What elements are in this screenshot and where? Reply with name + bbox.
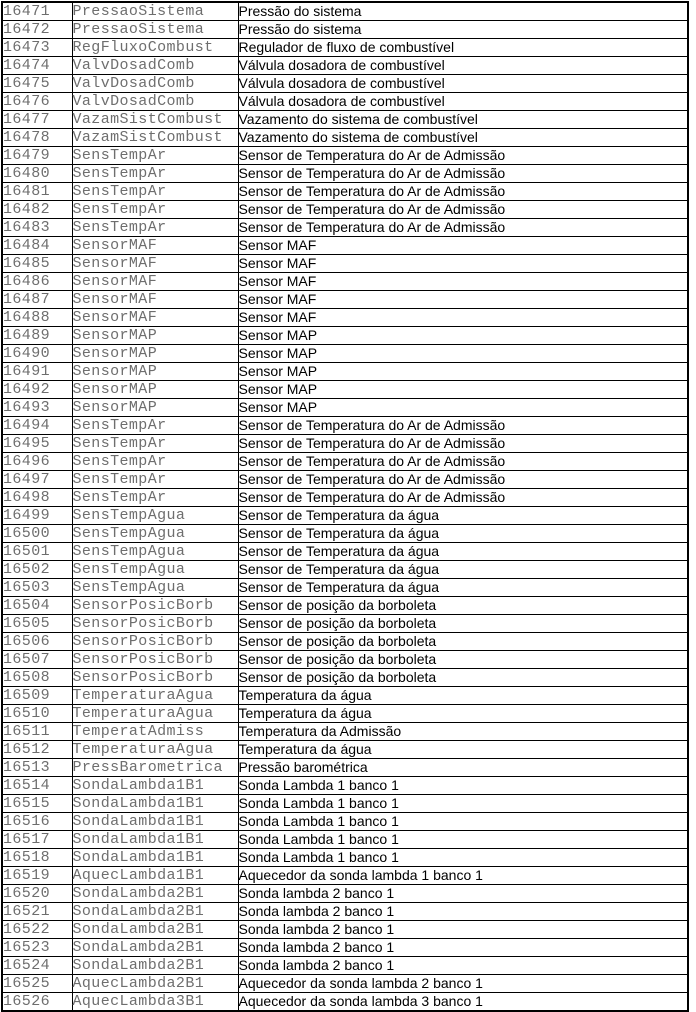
table-row (2, 237, 688, 255)
dtc-description: Sensor de Temperatura do Ar de Admissão (238, 165, 688, 183)
dtc-id: 16524 (2, 957, 72, 975)
dtc-id: 16493 (2, 399, 72, 417)
dtc-id: 16515 (2, 795, 72, 813)
dtc-description: Sensor de posição da borboleta (238, 597, 688, 615)
dtc-id: 16511 (2, 723, 72, 741)
dtc-id: 16512 (2, 741, 72, 759)
dtc-code: SondaLambda1B1 (72, 813, 238, 831)
dtc-description: Sensor MAP (238, 363, 688, 381)
table-row (2, 633, 688, 651)
dtc-description: Sonda lambda 2 banco 1 (238, 957, 688, 975)
dtc-id: 16504 (2, 597, 72, 615)
dtc-id: 16525 (2, 975, 72, 993)
table-row (2, 903, 688, 921)
table-row (2, 255, 688, 273)
table-row (2, 543, 688, 561)
dtc-description: Sensor MAF (238, 273, 688, 291)
dtc-id: 16501 (2, 543, 72, 561)
dtc-id: 16483 (2, 219, 72, 237)
dtc-code: SensTempAr (72, 453, 238, 471)
table-row (2, 831, 688, 849)
table-row (2, 561, 688, 579)
dtc-id: 16475 (2, 75, 72, 93)
dtc-description: Válvula dosadora de combustível (238, 93, 688, 111)
dtc-description: Temperatura da Admissão (238, 723, 688, 741)
dtc-id: 16474 (2, 57, 72, 75)
dtc-description: Pressão do sistema (238, 21, 688, 39)
dtc-description: Aquecedor da sonda lambda 1 banco 1 (238, 867, 688, 885)
dtc-code: AquecLambda2B1 (72, 975, 238, 993)
table-row (2, 921, 688, 939)
table-row (2, 129, 688, 147)
dtc-code: SensTempAr (72, 489, 238, 507)
dtc-id: 16492 (2, 381, 72, 399)
dtc-description: Sensor de posição da borboleta (238, 615, 688, 633)
dtc-id: 16521 (2, 903, 72, 921)
table-row (2, 939, 688, 957)
dtc-description: Sensor de Temperatura da água (238, 507, 688, 525)
dtc-code: SensorMAP (72, 399, 238, 417)
dtc-code: SensTempAr (72, 435, 238, 453)
dtc-description: Sonda lambda 2 banco 1 (238, 903, 688, 921)
table-row (2, 471, 688, 489)
dtc-id: 16496 (2, 453, 72, 471)
dtc-id: 16518 (2, 849, 72, 867)
dtc-description: Vazamento do sistema de combustível (238, 129, 688, 147)
dtc-description: Sensor de Temperatura da água (238, 525, 688, 543)
table-row (2, 975, 688, 993)
dtc-description: Sonda lambda 2 banco 1 (238, 921, 688, 939)
table-row (2, 21, 688, 39)
dtc-id: 16488 (2, 309, 72, 327)
dtc-code: SondaLambda2B1 (72, 957, 238, 975)
dtc-description: Regulador de fluxo de combustível (238, 39, 688, 57)
dtc-code: SensorPosicBorb (72, 597, 238, 615)
dtc-table (1, 1, 689, 1012)
dtc-id: 16523 (2, 939, 72, 957)
dtc-description: Sensor de Temperatura da água (238, 579, 688, 597)
table-row (2, 741, 688, 759)
table-row (2, 597, 688, 615)
dtc-description: Sensor de Temperatura do Ar de Admissão (238, 417, 688, 435)
dtc-code: SensTempAgua (72, 507, 238, 525)
dtc-code: AquecLambda1B1 (72, 867, 238, 885)
dtc-code: SondaLambda2B1 (72, 885, 238, 903)
dtc-id: 16473 (2, 39, 72, 57)
table-row (2, 201, 688, 219)
table-row (2, 345, 688, 363)
dtc-description: Sensor de Temperatura do Ar de Admissão (238, 147, 688, 165)
dtc-id: 16502 (2, 561, 72, 579)
dtc-id: 16484 (2, 237, 72, 255)
dtc-code: SensorMAF (72, 309, 238, 327)
dtc-description: Sensor MAP (238, 381, 688, 399)
table-row (2, 183, 688, 201)
dtc-description: Temperatura da água (238, 687, 688, 705)
dtc-id: 16487 (2, 291, 72, 309)
dtc-id: 16509 (2, 687, 72, 705)
dtc-code: SondaLambda2B1 (72, 903, 238, 921)
table-row (2, 57, 688, 75)
dtc-code: ValvDosadComb (72, 57, 238, 75)
dtc-id: 16481 (2, 183, 72, 201)
dtc-description: Sonda lambda 2 banco 1 (238, 939, 688, 957)
table-row (2, 453, 688, 471)
table-row (2, 363, 688, 381)
dtc-code: SensorMAF (72, 255, 238, 273)
dtc-id: 16482 (2, 201, 72, 219)
dtc-table-body (2, 2, 688, 1011)
dtc-code: SensTempAr (72, 219, 238, 237)
dtc-id: 16500 (2, 525, 72, 543)
dtc-code: TemperaturaAgua (72, 687, 238, 705)
dtc-code: SondaLambda1B1 (72, 831, 238, 849)
table-row (2, 291, 688, 309)
dtc-description: Sensor de Temperatura do Ar de Admissão (238, 435, 688, 453)
dtc-code: SensTempAr (72, 201, 238, 219)
dtc-id: 16519 (2, 867, 72, 885)
dtc-code: PressaoSistema (72, 2, 238, 21)
dtc-id: 16499 (2, 507, 72, 525)
dtc-code: TemperaturaAgua (72, 741, 238, 759)
dtc-code: PressBarometrica (72, 759, 238, 777)
dtc-id: 16489 (2, 327, 72, 345)
dtc-code: SondaLambda2B1 (72, 921, 238, 939)
dtc-code: TemperaturaAgua (72, 705, 238, 723)
table-row (2, 309, 688, 327)
dtc-id: 16514 (2, 777, 72, 795)
dtc-id: 16479 (2, 147, 72, 165)
dtc-id: 16494 (2, 417, 72, 435)
dtc-description: Sonda Lambda 1 banco 1 (238, 795, 688, 813)
dtc-code: SensTempAr (72, 147, 238, 165)
dtc-description: Sensor de Temperatura da água (238, 561, 688, 579)
dtc-description: Sensor de Temperatura do Ar de Admissão (238, 453, 688, 471)
table-row (2, 957, 688, 975)
dtc-description: Sensor MAF (238, 309, 688, 327)
dtc-code: SondaLambda2B1 (72, 939, 238, 957)
dtc-description: Sensor de Temperatura do Ar de Admissão (238, 489, 688, 507)
dtc-id: 16510 (2, 705, 72, 723)
table-row (2, 147, 688, 165)
dtc-code: SensorMAP (72, 381, 238, 399)
dtc-id: 16497 (2, 471, 72, 489)
dtc-code: SensorPosicBorb (72, 615, 238, 633)
table-row (2, 381, 688, 399)
dtc-id: 16513 (2, 759, 72, 777)
dtc-code: SensorMAF (72, 237, 238, 255)
dtc-description: Sensor de Temperatura do Ar de Admissão (238, 471, 688, 489)
dtc-code-list-page (0, 1, 696, 1010)
dtc-description: Temperatura da água (238, 705, 688, 723)
dtc-id: 16495 (2, 435, 72, 453)
dtc-description: Sensor MAP (238, 399, 688, 417)
table-row (2, 705, 688, 723)
dtc-description: Válvula dosadora de combustível (238, 57, 688, 75)
dtc-id: 16505 (2, 615, 72, 633)
dtc-description: Sensor de Temperatura do Ar de Admissão (238, 201, 688, 219)
dtc-description: Sensor MAF (238, 237, 688, 255)
dtc-id: 16498 (2, 489, 72, 507)
table-row (2, 813, 688, 831)
dtc-id: 16522 (2, 921, 72, 939)
table-row (2, 615, 688, 633)
dtc-description: Sonda Lambda 1 banco 1 (238, 777, 688, 795)
dtc-description: Aquecedor da sonda lambda 2 banco 1 (238, 975, 688, 993)
dtc-code: SensTempAgua (72, 525, 238, 543)
dtc-code: SensorMAP (72, 345, 238, 363)
table-row (2, 75, 688, 93)
dtc-id: 16516 (2, 813, 72, 831)
dtc-description: Sonda Lambda 1 banco 1 (238, 813, 688, 831)
dtc-description: Sensor de Temperatura do Ar de Admissão (238, 219, 688, 237)
dtc-description: Temperatura da água (238, 741, 688, 759)
dtc-code: SensorPosicBorb (72, 651, 238, 669)
table-row (2, 165, 688, 183)
dtc-description: Sensor MAF (238, 291, 688, 309)
table-row (2, 885, 688, 903)
table-row (2, 687, 688, 705)
dtc-code: SensTempAgua (72, 543, 238, 561)
dtc-code: SondaLambda1B1 (72, 777, 238, 795)
dtc-id: 16480 (2, 165, 72, 183)
dtc-code: SensorMAF (72, 273, 238, 291)
dtc-code: VazamSistCombust (72, 111, 238, 129)
dtc-code: SensTempAr (72, 471, 238, 489)
table-row (2, 507, 688, 525)
dtc-description: Válvula dosadora de combustível (238, 75, 688, 93)
table-row (2, 759, 688, 777)
dtc-description: Sensor de posição da borboleta (238, 633, 688, 651)
dtc-description: Pressão barométrica (238, 759, 688, 777)
table-row (2, 651, 688, 669)
dtc-description: Sensor de Temperatura da água (238, 543, 688, 561)
table-row (2, 867, 688, 885)
dtc-description: Sonda Lambda 1 banco 1 (238, 831, 688, 849)
dtc-id: 16508 (2, 669, 72, 687)
table-row (2, 777, 688, 795)
dtc-description: Sonda lambda 2 banco 1 (238, 885, 688, 903)
dtc-code: PressaoSistema (72, 21, 238, 39)
dtc-code: RegFluxoCombust (72, 39, 238, 57)
dtc-code: SensorPosicBorb (72, 633, 238, 651)
table-row (2, 525, 688, 543)
dtc-description: Pressão do sistema (238, 2, 688, 21)
dtc-code: AquecLambda3B1 (72, 993, 238, 1012)
table-row (2, 273, 688, 291)
dtc-description: Sonda Lambda 1 banco 1 (238, 849, 688, 867)
table-row (2, 111, 688, 129)
table-row (2, 2, 688, 21)
dtc-id: 16477 (2, 111, 72, 129)
dtc-code: SensTempAr (72, 183, 238, 201)
dtc-code: SensTempAgua (72, 561, 238, 579)
dtc-id: 16478 (2, 129, 72, 147)
table-row (2, 849, 688, 867)
table-row (2, 669, 688, 687)
dtc-id: 16506 (2, 633, 72, 651)
table-row (2, 723, 688, 741)
table-row (2, 93, 688, 111)
dtc-code: SensorMAP (72, 363, 238, 381)
dtc-id: 16472 (2, 21, 72, 39)
dtc-code: VazamSistCombust (72, 129, 238, 147)
dtc-description: Sensor de posição da borboleta (238, 651, 688, 669)
dtc-id: 16485 (2, 255, 72, 273)
table-row (2, 579, 688, 597)
dtc-description: Sensor MAF (238, 255, 688, 273)
table-row (2, 993, 688, 1012)
dtc-code: SondaLambda1B1 (72, 795, 238, 813)
dtc-code: SensorPosicBorb (72, 669, 238, 687)
table-row (2, 327, 688, 345)
dtc-id: 16471 (2, 2, 72, 21)
dtc-id: 16520 (2, 885, 72, 903)
dtc-description: Sensor de Temperatura do Ar de Admissão (238, 183, 688, 201)
dtc-id: 16476 (2, 93, 72, 111)
table-row (2, 219, 688, 237)
dtc-description: Sensor de posição da borboleta (238, 669, 688, 687)
dtc-description: Vazamento do sistema de combustível (238, 111, 688, 129)
dtc-id: 16526 (2, 993, 72, 1012)
dtc-description: Aquecedor da sonda lambda 3 banco 1 (238, 993, 688, 1012)
dtc-description: Sensor MAP (238, 327, 688, 345)
dtc-id: 16507 (2, 651, 72, 669)
dtc-id: 16503 (2, 579, 72, 597)
table-row (2, 399, 688, 417)
dtc-id: 16490 (2, 345, 72, 363)
dtc-code: SensorMAF (72, 291, 238, 309)
table-row (2, 435, 688, 453)
dtc-id: 16517 (2, 831, 72, 849)
dtc-code: SensTempAr (72, 165, 238, 183)
dtc-code: TemperatAdmiss (72, 723, 238, 741)
dtc-code: SondaLambda1B1 (72, 849, 238, 867)
dtc-id: 16486 (2, 273, 72, 291)
dtc-code: ValvDosadComb (72, 93, 238, 111)
dtc-id: 16491 (2, 363, 72, 381)
table-row (2, 417, 688, 435)
dtc-description: Sensor MAP (238, 345, 688, 363)
dtc-code: SensTempAgua (72, 579, 238, 597)
dtc-code: ValvDosadComb (72, 75, 238, 93)
dtc-code: SensorMAP (72, 327, 238, 345)
table-row (2, 489, 688, 507)
table-row (2, 795, 688, 813)
table-row (2, 39, 688, 57)
dtc-code: SensTempAr (72, 417, 238, 435)
